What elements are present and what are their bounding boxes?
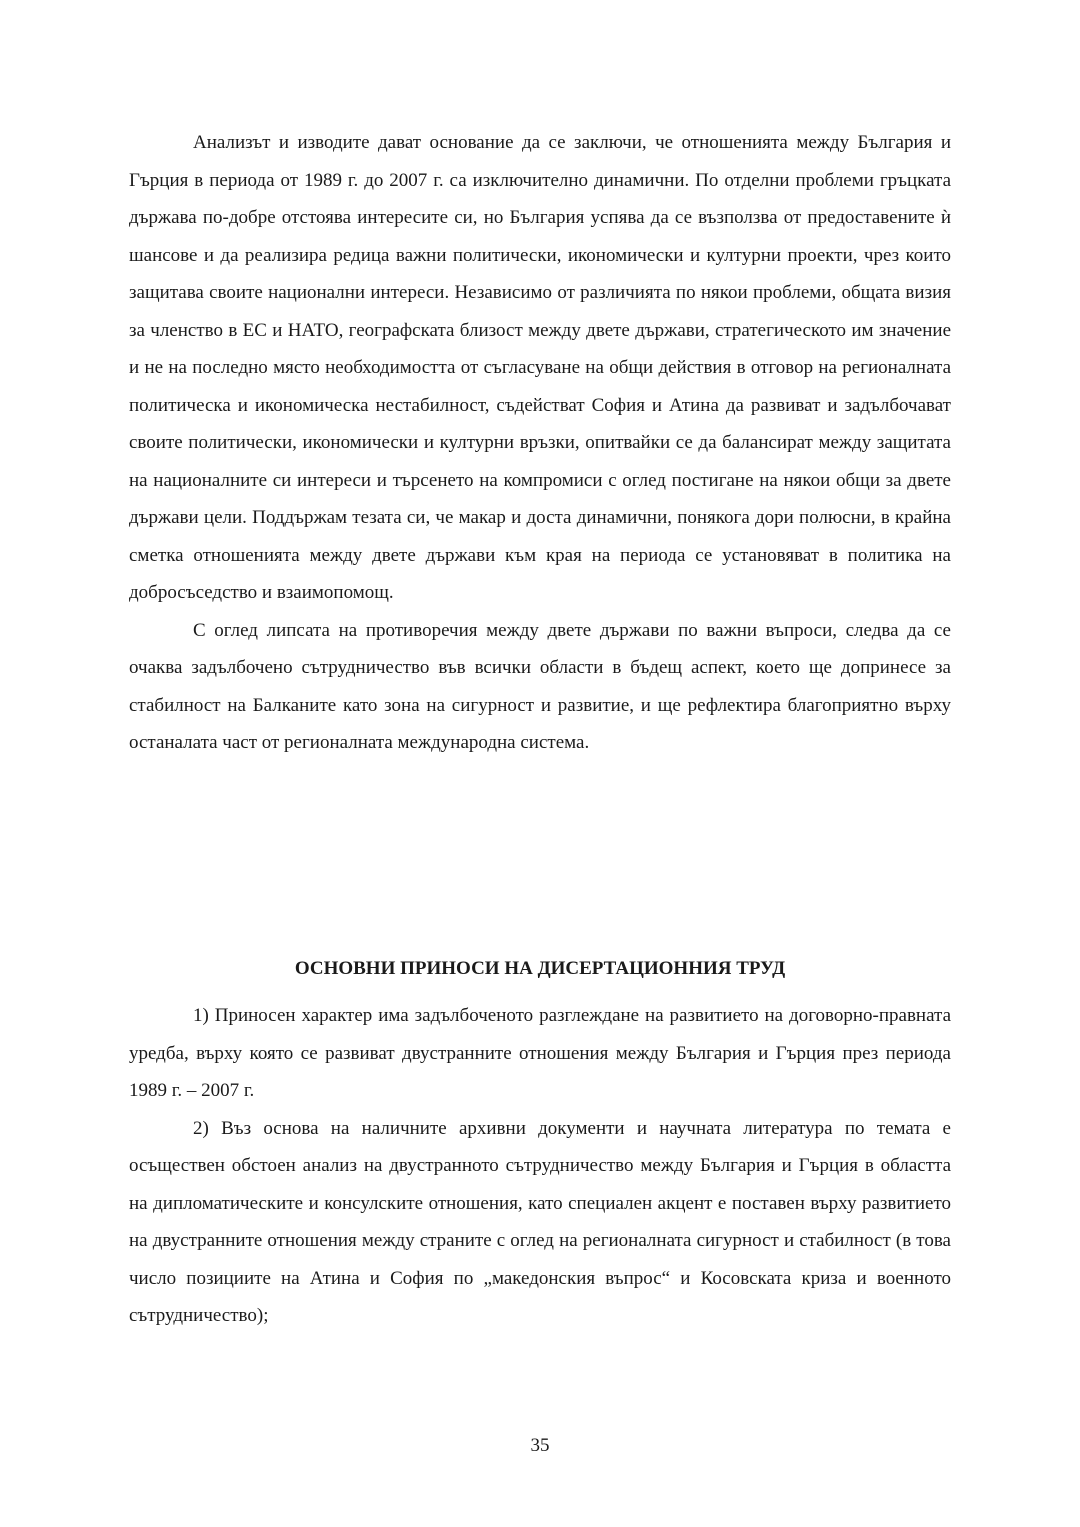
conclusion-section (129, 124, 951, 762)
section-heading: ОСНОВНИ ПРИНОСИ НА ДИСЕРТАЦИОННИЯ ТРУД (294, 958, 786, 979)
conclusion-paragraph-1: Анализът и изводите дават основание да се заключи, че отношенията между България и Гърция в периода от 1989 г. до 2007 г. са изключително динамични. По отделни проблеми гръцката държава по-добре отстоява интересите си, но България успява да се възползва от предоставените ѝ шансове и да реализира редица важни политически, икономически и културни проекти, чрез които защитава своите национални интереси. Независимо от различията по някои проблеми, общата визия за членство в ЕС и НАТО, географската близост между двете държави, стратегическото им значение и не на последно място необходимостта от съгласуване на общи действия в отговор на регионалната политическа и икономическа нестабилност, съдействат София и Атина да развиват и задълбочават своите политически, икономически и културни връзки, опитвайки се да балансират между защитата на националните си интереси и търсенето на компромиси с оглед постигане на някои общи за двете държави цели. Поддържам тезата си, че макар и доста динамични, понякога дори полюсни, в крайна сметка отношенията между двете държави към края на периода се установяват в политика на добросъседство и взаимопомощ. (129, 132, 951, 603)
contributions-list (129, 997, 951, 1335)
contribution-item-2: 2) Въз основа на наличните архивни документи и научната литература по темата е осъществен обстоен анализ на двустранното сътрудничество между България и Гърция в областта на дипломатическите и консулските отношения, като специален акцент е поставен върху развитието на двустранните отношения между страните с оглед на регионалната сигурност и стабилност (в това число позициите на Атина и София по „македонския въпрос“ и Косовската криза и военното сътрудничество); (129, 1117, 951, 1326)
contribution-item-1: 1) Приносен характер има задълбоченото разглеждане на развитието на договорно-правната уредба, върху която се развиват двустранните отношения между България и Гърция през периода 1989 г. – 2007 г. (129, 1005, 951, 1101)
page-number: 35 (530, 1435, 550, 1456)
conclusion-paragraph-2: С оглед липсата на противоречия между двете държави по важни въпроси, следва да се очаква задълбочено сътрудничество във всички области в бъдещ аспект, което ще допринесе за стабилност на Балканите като зона на сигурност и развитие, и ще рефлектира благоприятно върху останалата част от регионалната международна система. (129, 619, 951, 753)
